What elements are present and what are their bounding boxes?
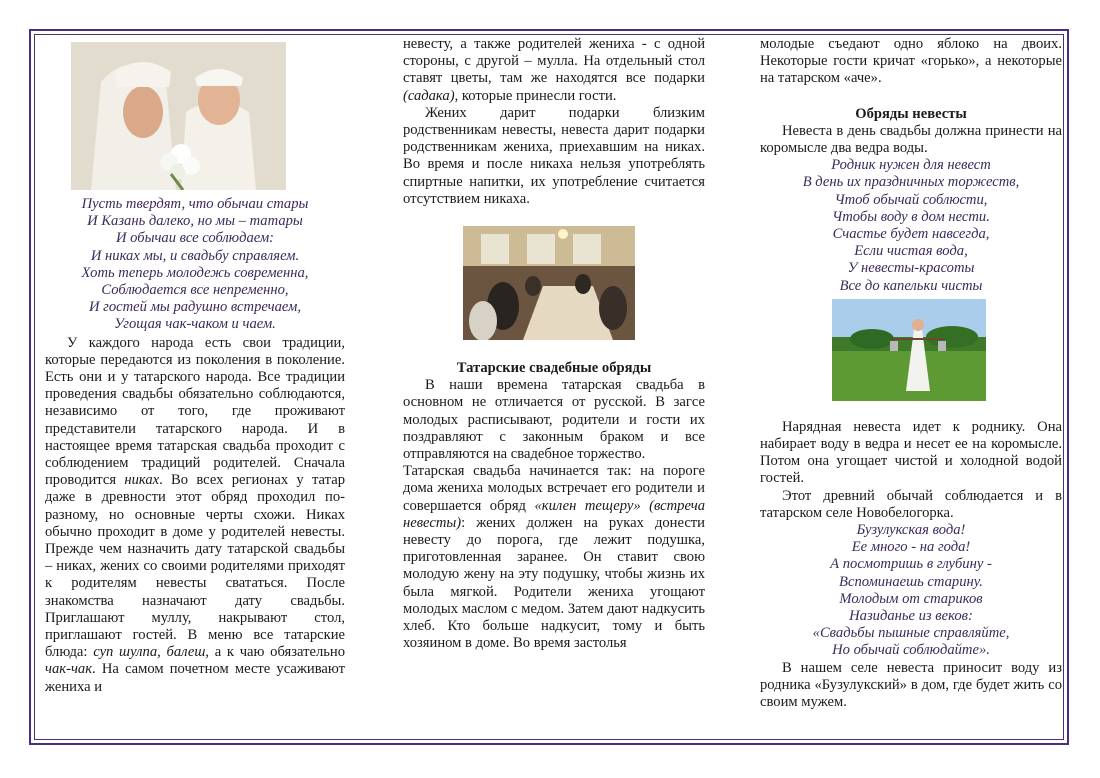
text-run: Татарская свадьба начинается так: на пороге дома жениха молодых встречает его родители и совершается обряд — [403, 463, 705, 514]
poem-line: И гостей мы радушно встречаем, — [88, 299, 301, 316]
poem-line: Хоть теперь молодежь современна, — [81, 264, 309, 281]
text-run: : жених должен на руках донести невесту до порога, где лежит подушка, приготовленная заранее. Он ставит свою молодую жену на эту подушку, чтобы жизнь их была мягкой. Родители жениха угощают молодых маслом с медом. Затем дают надкусить хлеб. Кто больше надкусит, тому и быть хозяином в доме. Во время застолья — [403, 514, 705, 652]
poem-line: Вспоминаешь старину. — [839, 573, 983, 590]
text-run-italic: чак-чак — [45, 661, 93, 678]
poem-buzuluk — [760, 522, 1062, 660]
column-1 — [45, 36, 345, 696]
bride-spring-illustration — [832, 299, 986, 401]
text-run: У каждого народа есть свои традиции, которые передаются из поколения в поколение. Есть они и у татарского народа. Все традиции проведения свадьбы обязательно соблюдаются, независимо от того, где проживают представители татарского народа. И в настоящее время татарская свадьба проходит с соблюдением традиций родителей. Сначала проводится — [45, 334, 345, 489]
text-run: невесту, а также родителей жениха - с одной стороны, с другой – мулла. На отдельный стол ставят цветы, там же находятся все подарки — [403, 36, 705, 87]
text-run: . Во всех регионах у татар даже в древности этот обряд проходил по-разному, но основные черты схожи. Никах обычно проходит в доме у родителей невесты. Прежде чем назначить дату татарской свадьбы – никах, жених со своими родителями приходят к родителям невесты свататься. После знакомства назначают дату свадьбы. Приглашают муллу, накрывают стол, приглашают гостей. В меню все татарские блюда: — [45, 472, 345, 661]
poem-line: Родник нужен для невест — [831, 157, 991, 174]
column-2 — [403, 36, 705, 652]
poem-line: И Казань далеко, но мы – татары — [87, 213, 303, 230]
paragraph-novobelogorka: Этот древний обычай соблюдается и в татарском селе Новобелогорка. — [760, 487, 1062, 521]
poem-line: Соблюдается все непременно, — [101, 282, 289, 299]
heading-bride-rites: Обряды невесты — [855, 105, 967, 122]
poem-line: Бузулукская вода! — [856, 522, 966, 539]
poem-spring — [760, 157, 1062, 295]
paragraph-bride-to-spring: Нарядная невеста идет к роднику. Она набирает воду в ведра и несет ее на коромысле. Потом она угощает чистой и холодной водой гостей. — [760, 418, 1062, 487]
poem-line: В день их праздничных торжеств, — [802, 174, 1020, 191]
poem-line: Чтоб обычай соблюсти, — [834, 191, 988, 208]
wedding-couple-illustration — [71, 42, 286, 190]
poem-line: Все до капельки чисты — [839, 277, 983, 294]
bride-spring-photo — [832, 299, 986, 401]
text-run-italic: (садака) — [403, 87, 455, 104]
poem-line: Если чистая вода, — [854, 243, 968, 260]
wedding-couple-photo — [71, 42, 286, 190]
poem-line: Но обычай соблюдайте». — [832, 642, 990, 659]
poem-line: А посмотришь в глубину - — [830, 556, 992, 573]
paragraph-gifts: Жених дарит подарки близким родственникам невесты, невеста дарит подарки родственникам жениха, приехавшим на никах. Во время и после никаха нельзя употреблять спиртные напитки, их употребление считается отсутствием никаха. — [403, 104, 705, 207]
poem-line: Назиданье из веков: — [849, 608, 973, 625]
paragraph-nikah-continued — [403, 36, 705, 105]
paragraph-kilen-tesheru — [403, 463, 705, 652]
paragraph-buckets: Невеста в день свадьбы должна принести на коромысле два ведра воды. — [760, 122, 1062, 157]
text-run: . На самом почетном месте усаживают жениха и — [45, 661, 345, 695]
poem-line: У невесты-красоты — [847, 260, 975, 277]
text-run-italic: никах — [124, 472, 160, 489]
paragraph-modern-wedding: В наши времена татарская свадьба в основном не отличается от русской. В загсе молодых расписывают, родители и гости их поздравляют с законным браком и все отправляются на свадебное торжество. — [403, 377, 705, 463]
poem-line: Ее много - на года! — [851, 539, 971, 556]
feast-illustration — [463, 226, 635, 340]
text-run: , а к чаю обязательно — [205, 644, 345, 661]
column-3 — [760, 36, 1062, 711]
poem-line: И обычаи все соблюдаем: — [115, 230, 275, 247]
text-run-italic: «килен тещеру» (встреча невесты) — [403, 497, 705, 531]
poem-line: И никах мы, и свадьбу справляем. — [90, 247, 300, 264]
text-run-italic: суп шулпа, балеш — [93, 644, 206, 661]
paragraph-traditions — [45, 335, 345, 696]
poem-tradition — [45, 196, 345, 334]
heading-tatar-wedding-rites: Татарские свадебные обряды — [456, 360, 652, 377]
poem-line: Угощая чак-чаком и чаем. — [114, 316, 276, 333]
paragraph-our-village: В нашем селе невеста приносит воду из родника «Бузулукский» в дом, где будет жить со своим мужем. — [760, 659, 1062, 711]
poem-line: Счастье будет навсегда, — [832, 226, 990, 243]
text-run: , которые принесли гости. — [454, 87, 617, 104]
poem-line: Чтобы воду в дом нести. — [832, 208, 990, 225]
poem-line: Пусть твердят, что обычаи стары — [81, 196, 309, 212]
feast-photo — [463, 226, 635, 340]
paragraph-apple: молодые съедают одно яблоко на двоих. Некоторые гости кричат «горько», а некоторые на татарском «аче». — [760, 36, 1062, 87]
poem-line: «Свадьбы пышные справляйте, — [812, 625, 1010, 642]
poem-line: Молодым от стариков — [839, 590, 983, 607]
